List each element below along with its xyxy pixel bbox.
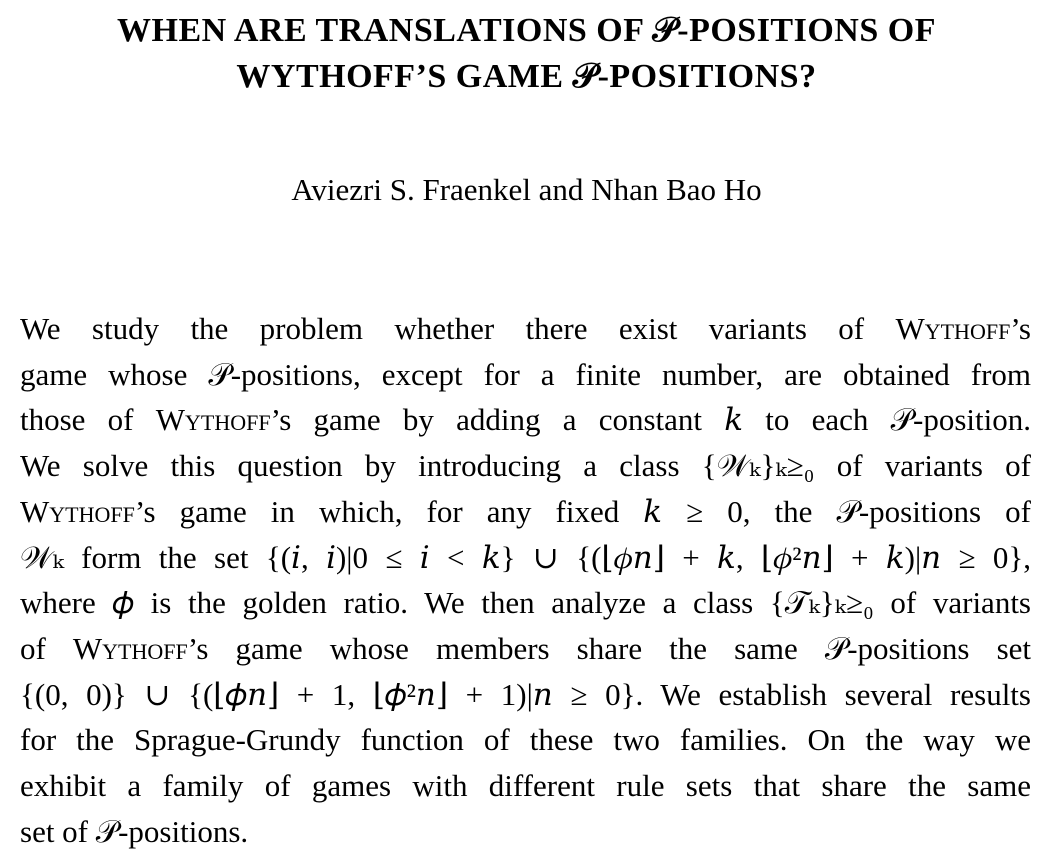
abstract-line: of Wythoff’s game whose members share the same 𝒫-positions set [20,630,1032,666]
title-line-2: WYTHOFF’S GAME 𝒫-POSITIONS? [236,58,817,95]
abstract [20,306,1031,854]
title-line-1: WHEN ARE TRANSLATIONS OF 𝒫-POSITIONS OF [117,12,936,49]
abstract-line: 𝒲ₖ form the set {(𝑖, 𝑖)|0 ≤ 𝑖 < 𝑘} ∪ {(⌊𝜙𝑛⌋ + 𝑘, ⌊𝜙²𝑛⌋ + 𝑘)|𝑛 ≥ 0}, [20,539,1031,575]
abstract-line: {(0, 0)} ∪ {(⌊𝜙𝑛⌋ + 1, ⌊𝜙²𝑛⌋ + 1)|𝑛 ≥ 0}. We establish several results [20,676,1031,712]
abstract-line: exhibit a family of games with different rule sets that share the same [20,768,1031,804]
abstract-line: Wythoff’s game in which, for any fixed 𝑘 ≥ 0, the 𝒫-positions of [20,493,1031,529]
abstract-line: those of Wythoff’s game by adding a constant 𝑘 to each 𝒫-position. [20,402,1032,438]
abstract-line: where 𝜙 is the golden ratio. We then analyze a class {𝒯ₖ}ₖ≥₀ of variants [20,585,1031,621]
abstract-line: We study the problem whether there exist variants of Wythoff’s [20,311,1031,346]
paper-title [0,8,1053,100]
abstract-line: We solve this question by introducing a class {𝒲ₖ}ₖ≥₀ of variants of [20,448,1031,484]
paper-authors: Aviezri S. Fraenkel and Nhan Bao Ho [291,172,762,207]
abstract-line: game whose 𝒫-positions, except for a finite number, are obtained from [20,356,1031,392]
abstract-line: set of 𝒫-positions. [20,813,249,849]
abstract-line: for the Sprague-Grundy function of these two families. On the way we [20,722,1031,758]
